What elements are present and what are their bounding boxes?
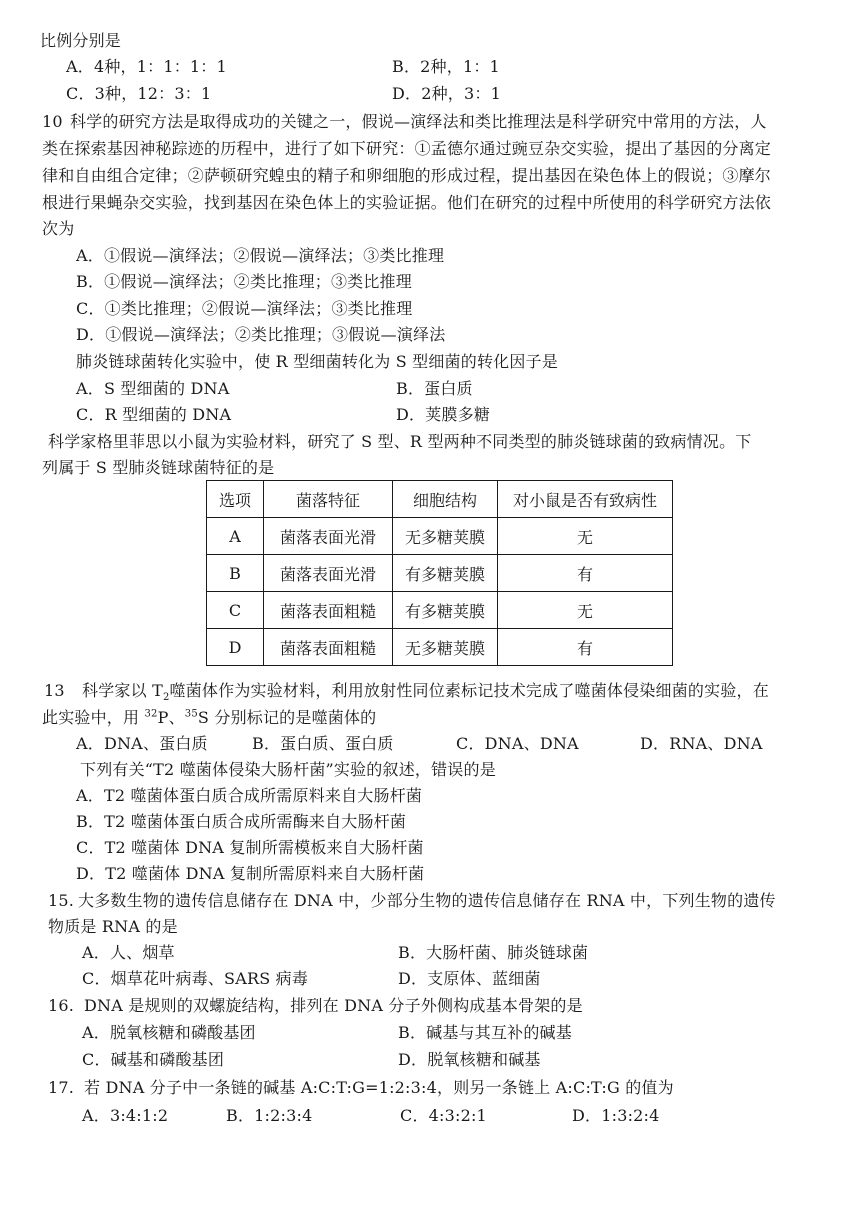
q13-option-c: C．DNA、DNA	[456, 734, 579, 753]
prev-question-tail: 比例分别是	[40, 31, 122, 50]
q11-option-c: C．R 型细菌的 DNA	[76, 405, 232, 424]
q10-stem-line5: 次为	[42, 219, 75, 238]
table-cell: 菌落表面粗糙	[264, 592, 393, 629]
q15-stem-line1: 大多数生物的遗传信息储存在 DNA 中，少部分生物的遗传信息储存在 RNA 中，下列生物的遗传	[78, 891, 776, 910]
q16-option-d: D．脱氧核糖和碱基	[398, 1050, 541, 1069]
q16-option-a: A．脱氧核糖和磷酸基团	[82, 1023, 256, 1042]
q17-option-d: D．1:3:2:4	[572, 1106, 660, 1125]
q16-number: 16.	[48, 996, 75, 1015]
q14-option-c: C．T2 噬菌体 DNA 复制所需模板来自大肠杆菌	[76, 838, 424, 857]
q14-option-b: B．T2 噬菌体蛋白质合成所需酶来自大肠杆菌	[76, 812, 407, 831]
q17-option-b: B．1:2:3:4	[226, 1106, 313, 1125]
q12-stem-line2: 列属于 S 型肺炎链球菌特征的是	[42, 458, 275, 477]
table-cell: 菌落表面粗糙	[264, 629, 393, 666]
q15-stem-line2: 物质是 RNA 的是	[48, 917, 178, 936]
table-cell: 无	[498, 592, 673, 629]
table-cell: 无	[498, 518, 673, 555]
table-cell: 无多糖荚膜	[393, 629, 498, 666]
q14-option-d: D．T2 噬菌体 DNA 复制所需原料来自大肠杆菌	[76, 864, 425, 883]
q13-option-a: A．DNA、蛋白质	[76, 734, 208, 753]
table-cell: D	[207, 629, 264, 666]
table-header-row	[207, 481, 673, 518]
table-cell: 有	[498, 555, 673, 592]
q15-number: 15.	[48, 891, 75, 910]
q10-option-a: A．①假说—演绎法；②假说—演绎法；③类比推理	[76, 246, 445, 265]
q16-stem: DNA 是规则的双螺旋结构，排列在 DNA 分子外侧构成基本骨架的是	[84, 996, 583, 1015]
q14-stem: 下列有关“T2 噬菌体侵染大肠杆菌”实验的叙述，错误的是	[80, 760, 496, 779]
table-row	[207, 629, 673, 666]
table-cell: 无多糖荚膜	[393, 518, 498, 555]
table-cell: C	[207, 592, 264, 629]
table-header-cell: 细胞结构	[393, 481, 498, 518]
prev-option-a: A．4种，1：1：1：1	[66, 57, 227, 76]
table-cell: 有多糖荚膜	[393, 592, 498, 629]
q10-option-c: C．①类比推理；②假说—演绎法；③类比推理	[76, 299, 413, 318]
q17-option-a: A．3:4:1:2	[82, 1106, 169, 1125]
q16-option-c: C．碱基和磷酸基团	[82, 1050, 225, 1069]
q10-number: 10	[42, 112, 63, 131]
q11-option-d: D．荚膜多糖	[396, 405, 491, 424]
prev-option-d: D．2种，3：1	[392, 84, 501, 103]
q17-number: 17.	[48, 1078, 75, 1097]
table-cell: 有	[498, 629, 673, 666]
q14-option-a: A．T2 噬菌体蛋白质合成所需原料来自大肠杆菌	[76, 786, 423, 805]
q10-option-d: D．①假说—演绎法；②类比推理；③假说—演绎法	[76, 325, 446, 344]
table-cell: 菌落表面光滑	[264, 555, 393, 592]
q11-stem: 肺炎链球菌转化实验中，使 R 型细菌转化为 S 型细菌的转化因子是	[76, 352, 558, 371]
q13-number: 13	[44, 681, 65, 700]
q13-option-d: D．RNA、DNA	[640, 734, 763, 753]
table-header-cell: 对小鼠是否有致病性	[498, 481, 673, 518]
table-cell: 菌落表面光滑	[264, 518, 393, 555]
table-cell: 有多糖荚膜	[393, 555, 498, 592]
table-row	[207, 518, 673, 555]
q15-option-c: C．烟草花叶病毒、SARS 病毒	[82, 969, 309, 988]
table-cell: A	[207, 518, 264, 555]
table-row	[207, 592, 673, 629]
q12-stem-line1: 科学家格里菲思以小鼠为实验材料，研究了 S 型、R 型两种不同类型的肺炎链球菌的致病情况。下	[48, 432, 752, 451]
table-cell: B	[207, 555, 264, 592]
bacteria-feature-table	[206, 480, 673, 666]
q15-option-a: A．人、烟草	[82, 943, 175, 962]
q10-stem-line4: 根进行果蝇杂交实验，找到基因在染色体上的实验证据。他们在研究的过程中所使用的科学研究方法依	[42, 193, 772, 212]
q11-option-a: A．S 型细菌的 DNA	[76, 379, 230, 398]
q10-stem-line3: 律和自由组合定律；②萨顿研究蝗虫的精子和卵细胞的形成过程，提出基因在染色体上的假说；③摩尔	[42, 166, 772, 185]
prev-option-c: C．3种，12：3：1	[66, 84, 212, 103]
q15-option-b: B．大肠杆菌、肺炎链球菌	[398, 943, 589, 962]
table-header-cell: 菌落特征	[264, 481, 393, 518]
q13-stem-line2: 此实验中，用 $^{32}$P、$^{35}$S 分别标记的是噬菌体的	[42, 708, 377, 727]
q10-stem-line2: 类在探索基因神秘踪迹的历程中，进行了如下研究：①孟德尔通过豌豆杂交实验，提出了基因的分离定	[42, 139, 772, 158]
q11-option-b: B．蛋白质	[396, 379, 473, 398]
q13-option-b: B．蛋白质、蛋白质	[252, 734, 394, 753]
q10-stem-line1: 科学的研究方法是取得成功的关键之一，假说—演绎法和类比推理法是科学研究中常用的方法，人	[70, 112, 767, 131]
q17-stem: 若 DNA 分子中一条链的碱基 A:C:T:G=1:2:3:4，则另一条链上 A:C:T:G 的值为	[84, 1078, 674, 1097]
table-header-cell: 选项	[207, 481, 264, 518]
q13-stem-line1: 科学家以 $T_2$噬菌体作为实验材料，利用放射性同位素标记技术完成了噬菌体侵染细菌的实验，在	[82, 681, 769, 704]
prev-option-b: B．2种，1：1	[392, 57, 500, 76]
q15-option-d: D．支原体、蓝细菌	[398, 969, 541, 988]
q17-option-c: C．4:3:2:1	[400, 1106, 487, 1125]
q10-option-b: B．①假说—演绎法；②类比推理；③类比推理	[76, 272, 412, 291]
table-row	[207, 555, 673, 592]
q16-option-b: B．碱基与其互补的碱基	[398, 1023, 572, 1042]
